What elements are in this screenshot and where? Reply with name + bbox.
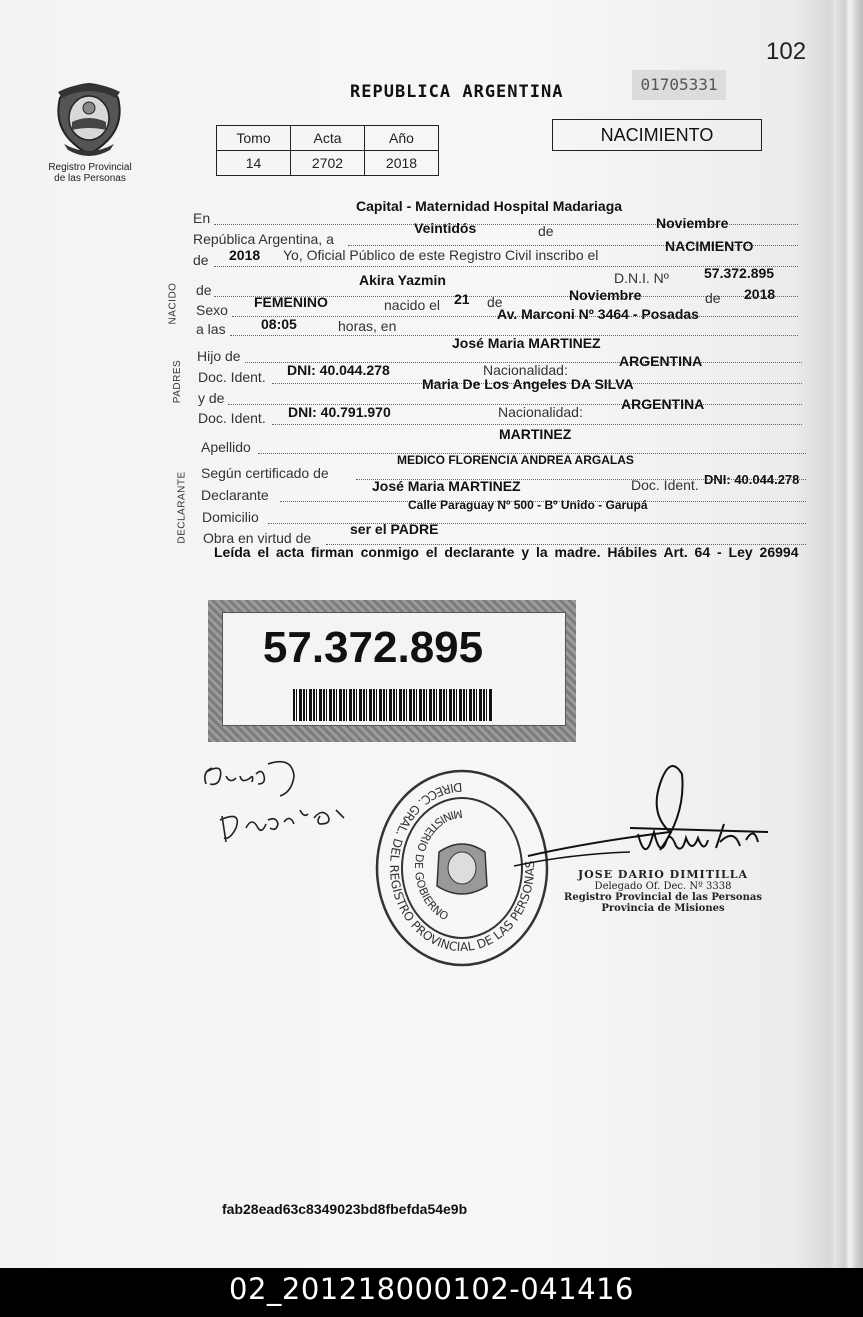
official-office: Registro Provincial de las Personas: [564, 892, 762, 903]
value-apellido: MARTINEZ: [499, 426, 572, 442]
value-padre-nacionalidad: ARGENTINA: [619, 353, 703, 369]
official-name: JOSE DARIO DIMITILLA: [577, 868, 749, 881]
provincial-registry-seal-icon: [50, 78, 128, 158]
value-padre: José Maria MARTINEZ: [452, 335, 601, 351]
label-doc-ident: Doc. Ident.: [631, 477, 699, 493]
document-type-box: NACIMIENTO: [552, 119, 762, 151]
declarant-signature-icon: [196, 758, 346, 848]
logo-caption-line2: de las Personas: [54, 173, 126, 184]
label-en: En: [193, 210, 211, 226]
side-label-padres: PADRES: [172, 359, 184, 404]
document-hash: fab28ead63c8349023bd8fbefda54e9b: [222, 1201, 468, 1217]
value-mes-nacimiento: Noviembre: [569, 287, 642, 303]
value-anio: 2018: [365, 151, 439, 176]
label-de: de: [193, 252, 209, 268]
footer-file-id: 02_201218000102-041416: [229, 1272, 634, 1306]
dni-sticker: [208, 600, 576, 742]
logo-caption-line1: Registro Provincial: [48, 162, 132, 173]
label-segun-certificado: Según certificado de: [201, 465, 329, 481]
registry-table-header: [217, 126, 439, 151]
label-dni: D.N.I. Nº: [614, 270, 669, 286]
header-tomo: Tomo: [217, 126, 291, 151]
page-number: 102: [766, 38, 807, 65]
dotted-line: [272, 424, 802, 425]
side-label-nacido: NACIDO: [167, 282, 179, 325]
barcode-icon: [293, 689, 493, 721]
serial-number: 01705331: [632, 70, 726, 100]
value-madre: Maria De Los Angeles DA SILVA: [422, 376, 634, 392]
label-declarante: Declarante: [201, 487, 269, 503]
value-lugar: Capital - Maternidad Hospital Madariaga: [356, 198, 623, 214]
registry-table: [216, 125, 439, 176]
value-obra-en-virtud: ser el PADRE: [350, 521, 439, 537]
label-domicilio: Domicilio: [202, 509, 259, 525]
label-de: de: [487, 294, 503, 310]
registry-table-values: [217, 151, 439, 176]
value-dia-texto: Veintidós: [414, 220, 477, 236]
label-horas-en: horas, en: [338, 318, 397, 334]
header-acta: Acta: [291, 126, 365, 151]
value-anio-nacimiento: 2018: [744, 286, 776, 302]
value-mes-registro: Noviembre: [656, 215, 729, 231]
value-dni: 57.372.895: [704, 265, 775, 281]
label-y-de: y de: [198, 390, 225, 406]
dni-sticker-number: 57.372.895: [262, 623, 484, 672]
official-province: Provincia de Misiones: [601, 903, 725, 914]
value-dia-nacimiento: 21: [454, 291, 470, 307]
stamp-ring-text: DIRECC. GRAL. DEL REGISTRO PROVINCIAL DE LAS PERSONAS: [386, 779, 538, 955]
value-certificado: MEDICO FLORENCIA ANDREA ARGALAS: [397, 453, 634, 467]
value-inscripcion: NACIMIENTO: [665, 238, 754, 254]
official-signature-block: [548, 868, 778, 914]
label-doc-ident: Doc. Ident.: [198, 410, 266, 426]
label-hijo-de: Hijo de: [197, 348, 241, 364]
label-nacionalidad: Nacionalidad:: [498, 404, 583, 420]
value-domicilio: Calle Paraguay Nº 500 - Bº Unido - Garupá: [408, 498, 648, 512]
header-anio: Año: [365, 126, 439, 151]
label-doc-ident: Doc. Ident.: [198, 369, 266, 385]
label-nacionalidad: Nacionalidad:: [483, 362, 568, 378]
value-declarante-doc: DNI: 40.044.278: [704, 472, 800, 487]
value-declarante: José Maria MARTINEZ: [372, 478, 521, 494]
legal-note: Leída el acta firman conmigo el declarante y la madre. Hábiles Art. 64 - Ley 26994: [214, 544, 799, 560]
label-yo-oficial: Yo, Oficial Público de este Registro Civil inscribo el: [283, 247, 599, 263]
document-title: REPUBLICA ARGENTINA: [350, 82, 564, 102]
page-edge: [833, 0, 863, 1268]
dni-sticker-panel: [222, 612, 566, 726]
label-sexo: Sexo: [196, 302, 228, 318]
value-anio-registro: 2018: [229, 247, 261, 263]
dotted-line: [268, 523, 806, 524]
label-a-las: a las: [196, 321, 226, 337]
value-madre-nacionalidad: ARGENTINA: [621, 396, 705, 412]
value-acta: 2702: [291, 151, 365, 176]
label-apellido: Apellido: [201, 439, 251, 455]
label-nacido-el: nacido el: [384, 297, 441, 313]
official-role: Delegado Of. Dec. Nº 3338: [594, 881, 732, 892]
label-de: de: [705, 290, 721, 306]
value-nombre: Akira Yazmin: [359, 272, 446, 288]
label-republica: República Argentina, a: [193, 231, 334, 247]
value-tomo: 14: [217, 151, 291, 176]
label-de: de: [538, 223, 554, 239]
logo-caption: [40, 162, 140, 184]
side-label-declarante: DECLARANTE: [176, 471, 188, 544]
stamp-inner-text: MINISTERIO DE GOBIERNO: [411, 806, 464, 924]
label-de: de: [196, 282, 212, 298]
value-sexo: FEMENINO: [254, 294, 328, 310]
value-hora: 08:05: [261, 316, 297, 332]
label-obra-en-virtud: Obra en virtud de: [203, 530, 312, 546]
value-madre-doc: DNI: 40.791.970: [288, 404, 391, 420]
value-padre-doc: DNI: 40.044.278: [287, 362, 390, 378]
value-lugar-nacimiento: Av. Marconi Nº 3464 - Posadas: [497, 306, 699, 322]
